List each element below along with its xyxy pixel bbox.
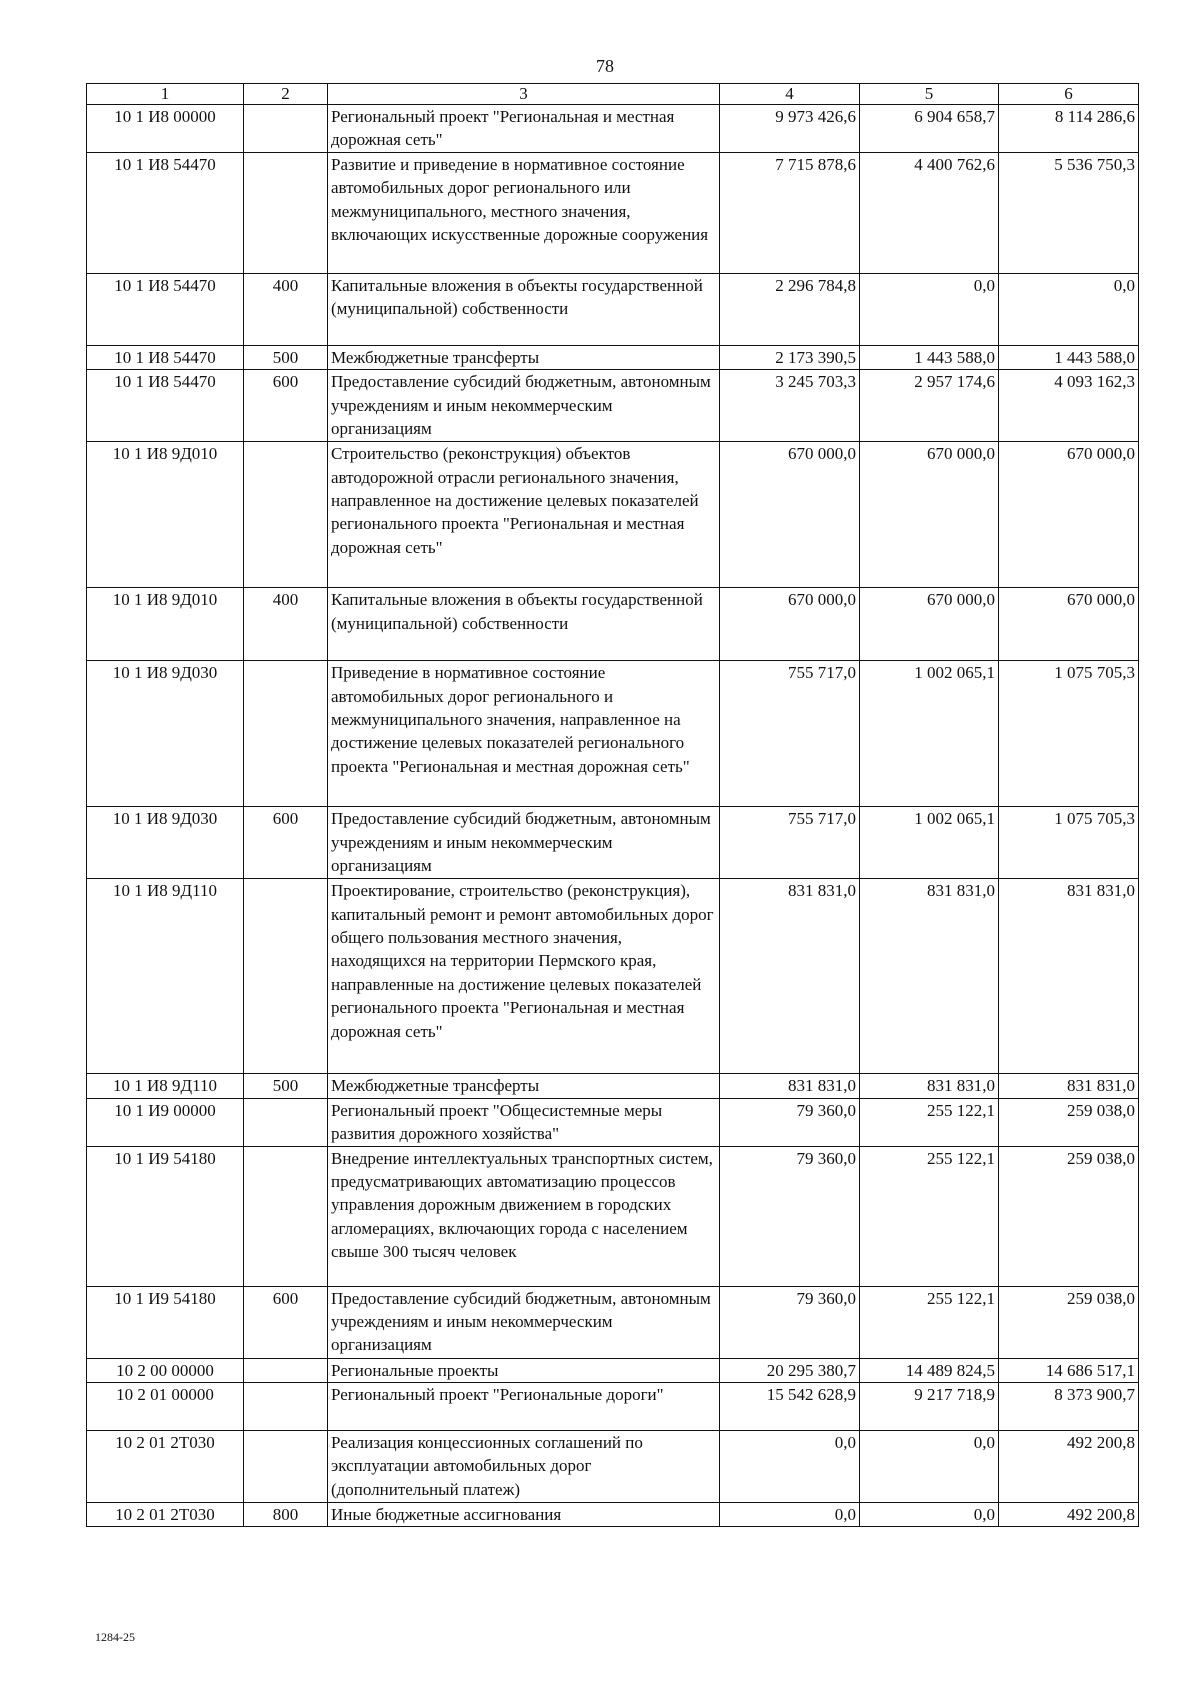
row-code: 10 2 01 00000: [87, 1383, 244, 1431]
table-row: [87, 1146, 1139, 1286]
table-row: [87, 1431, 1139, 1503]
row-value-col6: 831 831,0: [999, 1074, 1139, 1098]
row-value-col4: 15 542 628,9: [720, 1383, 860, 1431]
row-expense-type: [244, 1146, 328, 1286]
row-expense-type: [244, 1358, 328, 1382]
row-expense-type: 600: [244, 370, 328, 442]
row-value-col5: 1 443 588,0: [860, 345, 999, 369]
row-value-col4: 670 000,0: [720, 442, 860, 588]
table-row: [87, 1383, 1139, 1431]
row-expense-type: [244, 879, 328, 1074]
row-name: Региональные проекты: [328, 1358, 720, 1382]
row-value-col5: 0,0: [860, 1431, 999, 1503]
row-code: 10 2 01 2Т030: [87, 1503, 244, 1527]
table-row: [87, 1503, 1139, 1527]
row-value-col6: 1 075 705,3: [999, 661, 1139, 807]
table-row: [87, 879, 1139, 1074]
row-value-col4: 0,0: [720, 1431, 860, 1503]
row-value-col6: 831 831,0: [999, 879, 1139, 1074]
row-value-col5: 14 489 824,5: [860, 1358, 999, 1382]
row-name: Предоставление субсидий бюджетным, автономным учреждениям и иным некоммерческим организациям: [328, 370, 720, 442]
column-header: 6: [999, 84, 1139, 105]
row-expense-type: [244, 152, 328, 273]
column-header: 2: [244, 84, 328, 105]
table-row: [87, 105, 1139, 153]
row-value-col5: 831 831,0: [860, 879, 999, 1074]
column-header: 1: [87, 84, 244, 105]
row-value-col4: 2 173 390,5: [720, 345, 860, 369]
row-code: 10 1 И8 9Д010: [87, 442, 244, 588]
row-value-col4: 79 360,0: [720, 1098, 860, 1146]
row-expense-type: 600: [244, 1286, 328, 1358]
row-value-col5: 255 122,1: [860, 1098, 999, 1146]
row-value-col4: 20 295 380,7: [720, 1358, 860, 1382]
table-row: [87, 807, 1139, 879]
table-row: [87, 442, 1139, 588]
row-name: Региональный проект "Региональная и местная дорожная сеть": [328, 105, 720, 153]
row-name: Приведение в нормативное состояние автомобильных дорог регионального и межмуниципального значения, направленное на достижение целевых показателей регионального проекта "Региональная и местная дорожная сеть": [328, 661, 720, 807]
table-row: [87, 1098, 1139, 1146]
row-name: Региональный проект "Общесистемные меры развития дорожного хозяйства": [328, 1098, 720, 1146]
row-value-col6: 259 038,0: [999, 1146, 1139, 1286]
row-code: 10 1 И8 9Д110: [87, 879, 244, 1074]
row-value-col6: 259 038,0: [999, 1286, 1139, 1358]
row-value-col6: 8 373 900,7: [999, 1383, 1139, 1431]
column-header-row: [87, 84, 1139, 105]
row-expense-type: 500: [244, 345, 328, 369]
column-header: 4: [720, 84, 860, 105]
row-expense-type: [244, 661, 328, 807]
row-value-col5: 0,0: [860, 273, 999, 345]
row-code: 10 2 01 2Т030: [87, 1431, 244, 1503]
row-value-col5: 670 000,0: [860, 588, 999, 661]
row-value-col4: 0,0: [720, 1503, 860, 1527]
row-name: Предоставление субсидий бюджетным, автономным учреждениям и иным некоммерческим организациям: [328, 807, 720, 879]
row-value-col6: 1 075 705,3: [999, 807, 1139, 879]
row-expense-type: 600: [244, 807, 328, 879]
row-expense-type: 400: [244, 273, 328, 345]
table-row: [87, 661, 1139, 807]
row-name: Внедрение интеллектуальных транспортных систем, предусматривающих автоматизацию процессов управления дорожным движением в городских агломерациях, включающих города с населением свыше 300 тысяч человек: [328, 1146, 720, 1286]
table-row: [87, 1074, 1139, 1098]
row-value-col4: 79 360,0: [720, 1286, 860, 1358]
row-value-col4: 9 973 426,6: [720, 105, 860, 153]
row-expense-type: [244, 1383, 328, 1431]
row-expense-type: 800: [244, 1503, 328, 1527]
row-value-col6: 670 000,0: [999, 442, 1139, 588]
document-number: 1284-25: [95, 1630, 135, 1644]
row-value-col5: 670 000,0: [860, 442, 999, 588]
row-expense-type: [244, 1098, 328, 1146]
row-code: 10 1 И8 54470: [87, 273, 244, 345]
table-row: [87, 588, 1139, 661]
row-expense-type: [244, 1431, 328, 1503]
row-value-col4: 3 245 703,3: [720, 370, 860, 442]
column-header: 5: [860, 84, 999, 105]
row-value-col5: 255 122,1: [860, 1146, 999, 1286]
page-number: 78: [596, 56, 614, 76]
row-value-col6: 492 200,8: [999, 1503, 1139, 1527]
row-expense-type: [244, 442, 328, 588]
row-name: Капитальные вложения в объекты государственной (муниципальной) собственности: [328, 273, 720, 345]
row-value-col5: 0,0: [860, 1503, 999, 1527]
row-value-col4: 755 717,0: [720, 807, 860, 879]
row-value-col4: 7 715 878,6: [720, 152, 860, 273]
table-row: [87, 273, 1139, 345]
row-code: 10 1 И8 54470: [87, 370, 244, 442]
table-row: [87, 1286, 1139, 1358]
row-code: 10 1 И9 54180: [87, 1146, 244, 1286]
row-code: 10 1 И8 00000: [87, 105, 244, 153]
row-code: 10 1 И8 9Д030: [87, 661, 244, 807]
table-row: [87, 370, 1139, 442]
row-value-col4: 755 717,0: [720, 661, 860, 807]
row-value-col6: 492 200,8: [999, 1431, 1139, 1503]
row-code: 10 1 И8 9Д030: [87, 807, 244, 879]
row-name: Межбюджетные трансферты: [328, 345, 720, 369]
budget-table: [86, 83, 1139, 1527]
row-code: 10 2 00 00000: [87, 1358, 244, 1382]
row-value-col4: 831 831,0: [720, 1074, 860, 1098]
row-value-col6: 4 093 162,3: [999, 370, 1139, 442]
row-value-col5: 9 217 718,9: [860, 1383, 999, 1431]
row-value-col6: 14 686 517,1: [999, 1358, 1139, 1382]
column-header: 3: [328, 84, 720, 105]
row-name: Иные бюджетные ассигнования: [328, 1503, 720, 1527]
row-name: Капитальные вложения в объекты государственной (муниципальной) собственности: [328, 588, 720, 661]
row-name: Региональный проект "Региональные дороги": [328, 1383, 720, 1431]
row-name: Реализация концессионных соглашений по эксплуатации автомобильных дорог (дополнительный платеж): [328, 1431, 720, 1503]
row-name: Предоставление субсидий бюджетным, автономным учреждениям и иным некоммерческим организациям: [328, 1286, 720, 1358]
row-value-col4: 831 831,0: [720, 879, 860, 1074]
row-expense-type: 400: [244, 588, 328, 661]
row-code: 10 1 И8 54470: [87, 345, 244, 369]
row-name: Проектирование, строительство (реконструкция), капитальный ремонт и ремонт автомобильных дорог общего пользования местного значения, находящихся на территории Пермского края, направленные на достижение целевых показателей регионального проекта "Региональная и местная дорожная сеть": [328, 879, 720, 1074]
row-value-col5: 4 400 762,6: [860, 152, 999, 273]
row-value-col6: 1 443 588,0: [999, 345, 1139, 369]
row-value-col4: 670 000,0: [720, 588, 860, 661]
row-value-col6: 670 000,0: [999, 588, 1139, 661]
row-value-col5: 831 831,0: [860, 1074, 999, 1098]
table-row: [87, 152, 1139, 273]
row-code: 10 1 И8 9Д010: [87, 588, 244, 661]
table-row: [87, 1358, 1139, 1382]
row-code: 10 1 И9 54180: [87, 1286, 244, 1358]
row-code: 10 1 И9 00000: [87, 1098, 244, 1146]
row-value-col4: 2 296 784,8: [720, 273, 860, 345]
row-name: Межбюджетные трансферты: [328, 1074, 720, 1098]
row-value-col6: 0,0: [999, 273, 1139, 345]
row-value-col5: 255 122,1: [860, 1286, 999, 1358]
row-expense-type: [244, 105, 328, 153]
row-value-col6: 259 038,0: [999, 1098, 1139, 1146]
row-value-col6: 8 114 286,6: [999, 105, 1139, 153]
row-name: Строительство (реконструкция) объектов автодорожной отрасли регионального значения, направленное на достижение целевых показателей регионального проекта "Региональная и местная дорожная сеть": [328, 442, 720, 588]
table-row: [87, 345, 1139, 369]
row-name: Развитие и приведение в нормативное состояние автомобильных дорог регионального или межмуниципального, местного значения, включающих искусственные дорожные сооружения: [328, 152, 720, 273]
row-value-col4: 79 360,0: [720, 1146, 860, 1286]
row-value-col5: 2 957 174,6: [860, 370, 999, 442]
row-value-col5: 1 002 065,1: [860, 661, 999, 807]
row-expense-type: 500: [244, 1074, 328, 1098]
row-code: 10 1 И8 54470: [87, 152, 244, 273]
row-value-col6: 5 536 750,3: [999, 152, 1139, 273]
row-value-col5: 1 002 065,1: [860, 807, 999, 879]
row-code: 10 1 И8 9Д110: [87, 1074, 244, 1098]
row-value-col5: 6 904 658,7: [860, 105, 999, 153]
